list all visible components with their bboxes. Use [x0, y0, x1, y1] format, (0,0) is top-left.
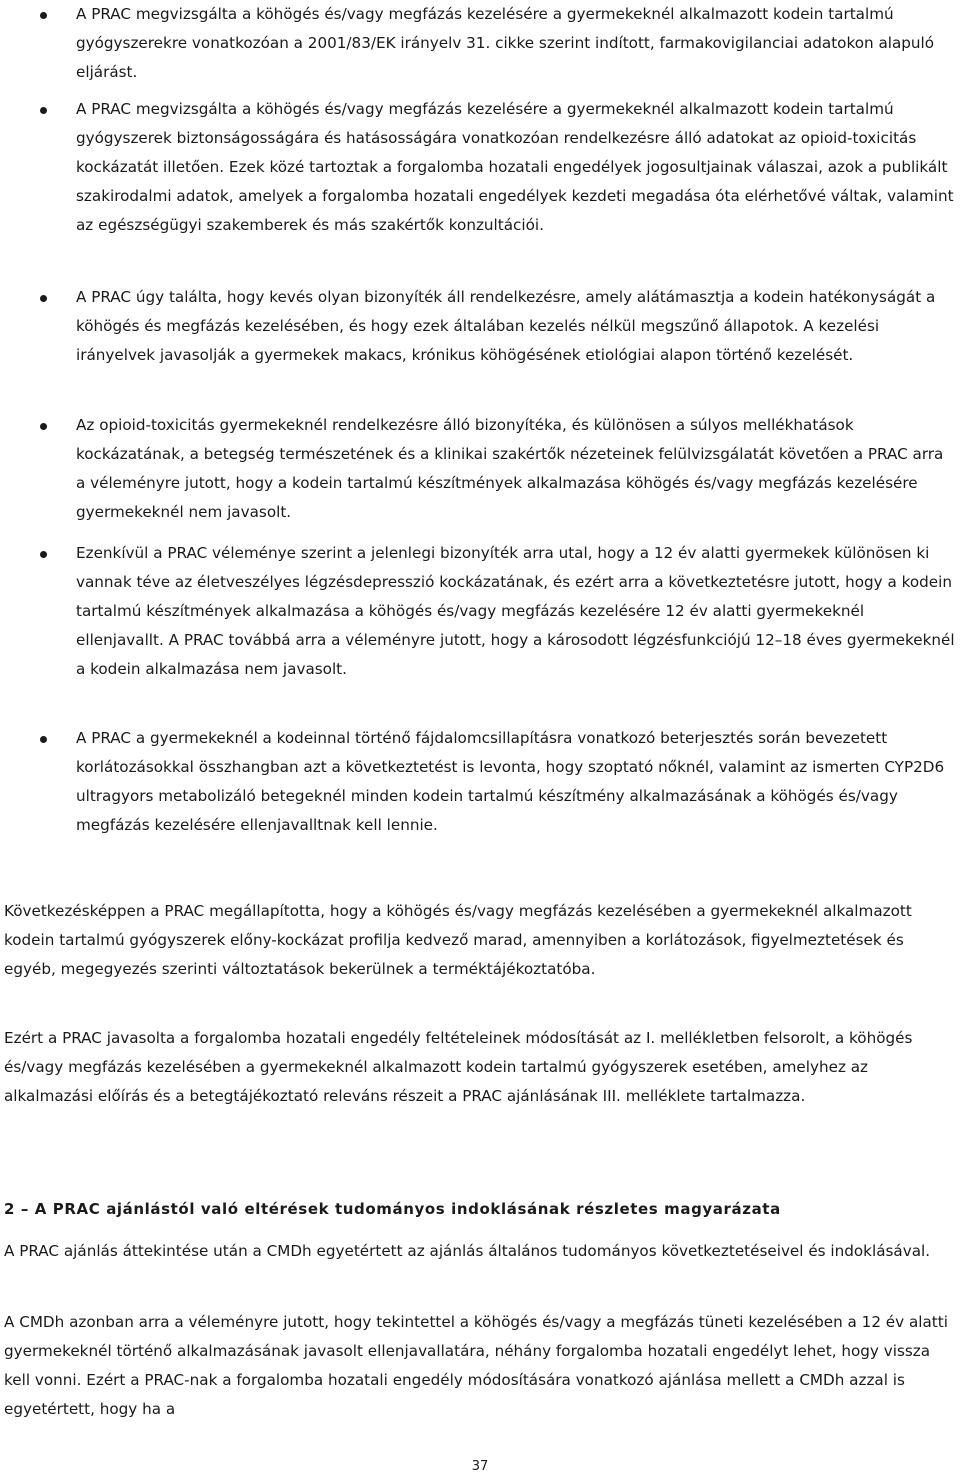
bullet-text: A PRAC megvizsgálta a köhögés és/vagy megfázás kezelésére a gyermekeknél alkalmazott kodein tartalmú gyógyszerek biztonságosságára és hatásosságára vonatkozóan rendelkezésre álló adatokat az opioid-toxicitás kockázatát illetően. Ezek közé tartoztak a forgalomba hozatali engedélyek jogosultjainak válaszai, azok a publikált szakirodalmi adatok, amelyek a forgalomba hozatali engedélyek kezdeti megadása óta elérhetővé váltak, valamint az egészségügyi szakemberek és más szakértők konzultációi.	[76, 100, 954, 234]
bullet-icon	[40, 107, 47, 114]
bullet-text: A PRAC megvizsgálta a köhögés és/vagy megfázás kezelésére a gyermekeknél alkalmazott kodein tartalmú gyógyszerekre vonatkozóan a 2001/83/EK irányelv 31. cikke szerint indított, farmakovigilanciai adatokon alapuló eljárást.	[76, 5, 935, 81]
bullet-icon	[40, 551, 47, 558]
paragraph-conclusion: Következésképpen a PRAC megállapította, hogy a köhögés és/vagy megfázás kezelésében a gyermekeknél alkalmazott kodein tartalmú gyógyszerek előny-kockázat profilja kedvező marad, amennyiben a korlátozások, figyelmeztetések és egyéb, megegyezés szerinti változtatások bekerülnek a terméktájékoztatóba.	[4, 902, 912, 978]
bullet-icon	[40, 12, 47, 19]
page-number: 37	[471, 1459, 489, 1474]
bullet-text: A PRAC a gyermekeknél a kodeinnal történő fájdalomcsillapításra vonatkozó beterjesztés során bevezetett korlátozásokkal összhangban azt a következtetést is levonta, hogy szoptató nőknél, valamint az ismerten CYP2D6 ultragyors metabolizáló betegeknél minden kodein tartalmú készítmény alkalmazásának a köhögés és/vagy megfázás kezelésére ellenjavalltnak kell lennie.	[76, 729, 945, 834]
paragraph-recommendation: Ezért a PRAC javasolta a forgalomba hozatali engedély feltételeinek módosítását az I. mellékletben felsorolt, a köhögés és/vagy megfázás kezelésében a gyermekeknél alkalmazott kodein tartalmú gyógyszerek esetében, amelyhez az alkalmazási előírás és a betegtájékoztató releváns részeit a PRAC ajánlásának III. melléklete tartalmazza.	[4, 1029, 913, 1105]
paragraph-cmdh-opinion: A CMDh azonban arra a véleményre jutott, hogy tekintettel a köhögés és/vagy a megfázás tüneti kezelésében a 12 év alatti gyermekeknél történő alkalmazásának javasolt ellenjavallatára, néhány forgalomba hozatali engedélyt lehet, hogy vissza kell vonni. Ezért a PRAC-nak a forgalomba hozatali engedély módosítására vonatkozó ajánlása mellett a CMDh azzal is egyetértett, hogy ha a	[4, 1313, 948, 1418]
paragraph-cmdh-agreement: A PRAC ajánlás áttekintése után a CMDh egyetértett az ajánlás általános tudományos következtetéseivel és indoklásával.	[4, 1242, 931, 1260]
bullet-text: Ezenkívül a PRAC véleménye szerint a jelenlegi bizonyíték arra utal, hogy a 12 év alatti gyermekek különösen ki vannak téve az életveszélyes légzésdepresszió kockázatának, és ezért arra a következtetésre jutott, hogy a kodein tartalmú készítmények alkalmazása a köhögés és/vagy megfázás kezelésére 12 év alatti gyermekeknél ellenjavallt. A PRAC továbbá arra a véleményre jutott, hogy a károsodott légzésfunkciójú 12–18 éves gyermekeknél a kodein alkalmazása nem javasolt.	[76, 544, 955, 678]
section-heading: 2 – A PRAC ajánlástól való eltérések tudományos indoklásának részletes magyarázata	[4, 1200, 781, 1218]
bullet-text: Az opioid-toxicitás gyermekeknél rendelkezésre álló bizonyítéka, és különösen a súlyos mellékhatások kockázatának, a betegség természetének és a klinikai szakértők nézeteinek felülvizsgálatát követően a PRAC arra a véleményre jutott, hogy a kodein tartalmú készítmények alkalmazása köhögés és/vagy megfázás kezelésére gyermekeknél nem javasolt.	[76, 416, 944, 521]
bullet-icon	[40, 295, 47, 302]
bullet-icon	[40, 736, 47, 743]
bullet-icon	[40, 423, 47, 430]
bullet-text: A PRAC úgy találta, hogy kevés olyan bizonyíték áll rendelkezésre, amely alátámasztja a kodein hatékonyságát a köhögés és megfázás kezelésében, és hogy ezek általában kezelés nélkül megszűnő állapotok. A kezelési irányelvek javasolják a gyermekek makacs, krónikus köhögésének etiológiai alapon történő kezelését.	[76, 288, 936, 364]
